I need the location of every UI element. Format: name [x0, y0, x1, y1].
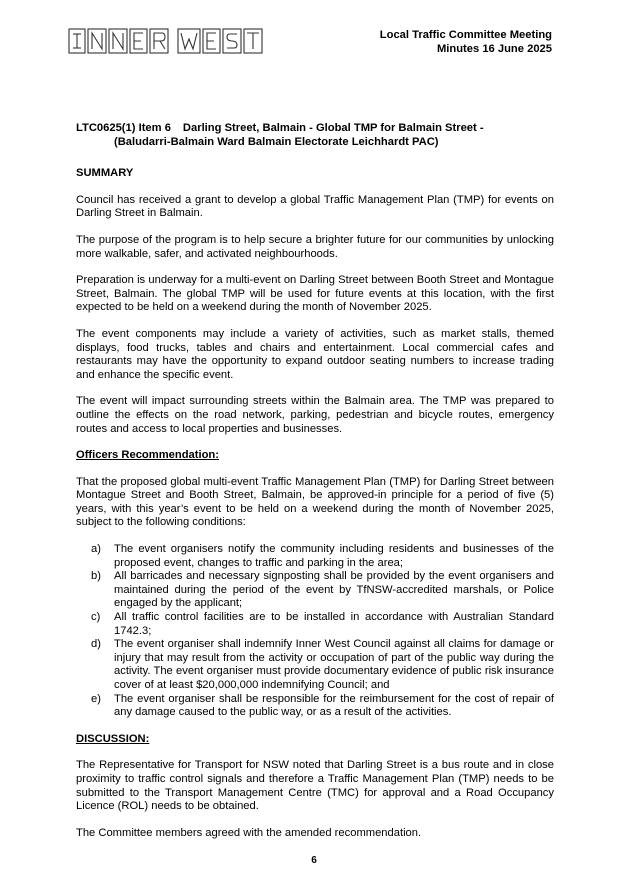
condition-text: The event organiser shall indemnify Inner West Council against all claims for damage or injury that may result from the activity or occupation of part of the public way during the activity. The event organiser must provide documentary evidence of public risk insurance cover of at least $20,000,000 indemnifying Council; and	[114, 638, 554, 691]
condition-text: The event organiser shall be responsible for the reimbursement for the cost of repair of any damage caused to the public way, or as a result of the activities.	[114, 692, 554, 719]
summary-heading: SUMMARY	[76, 167, 134, 180]
summary-paragraph: Council has received a grant to develop a global Traffic Management Plan (TMP) for events on Darling Street in Balmain.	[76, 193, 554, 220]
condition-item	[76, 638, 554, 692]
discussion-paragraph: The Representative for Transport for NSW noted that Darling Street is a bus route and in close proximity to traffic control signals and therefore a Traffic Management Plan (TMP) needs to be submitted to the Transport Management Centre (TMC) for approval and a Road Occupancy Licence (ROL) needs to be obtained.	[76, 759, 554, 813]
summary-paragraph: The event components may include a variety of activities, such as market stalls, themed displays, food trucks, tables and chairs and entertainment. Local commercial cafes and restaurants may have the opportunity to expand outdoor seating numbers to increase trading and enhance the specific event.	[76, 327, 554, 381]
condition-marker: a)	[91, 543, 101, 556]
recommendation-intro: That the proposed global multi-event Traffic Management Plan (TMP) for Darling Street between Montague Street and Booth Street, Balmain, be approved-in principle for a period of five (5) years, with this year’s event to be held on a weekend during the month of November 2025, subject to the following conditions:	[76, 475, 554, 529]
condition-marker: c)	[91, 611, 101, 624]
condition-item	[76, 570, 554, 611]
page-number: 6	[311, 855, 317, 866]
condition-text: All barricades and necessary signposting shall be provided by the event organisers and maintained during the period of the event by TfNSW-accredited marshals, or Police engaged by the applicant;	[114, 570, 554, 610]
summary-paragraph: The purpose of the program is to help secure a brighter future for our communities by unlocking more walkable, safer, and activated neighbourhoods.	[76, 233, 554, 260]
condition-item	[76, 611, 554, 638]
meeting-header	[380, 29, 552, 56]
condition-marker: b)	[91, 570, 101, 583]
summary-paragraph: Preparation is underway for a multi-event on Darling Street between Booth Street and Montague Street, Balmain. The global TMP will be used for future events at this location, with the first expected to be held on a weekend during the month of November 2025.	[76, 274, 554, 314]
recommendation-heading: Officers Recommendation:	[76, 449, 219, 462]
minutes-date: Minutes 16 June 2025	[436, 42, 552, 55]
condition-item	[76, 693, 554, 720]
condition-marker: e)	[91, 692, 101, 705]
item-title	[183, 122, 484, 136]
summary-paragraph: The event will impact surrounding streets within the Balmain area. The TMP was prepared to outline the effects on the road network, parking, pedestrian and bicycle routes, emergency routes and access to local properties and businesses.	[76, 395, 554, 435]
condition-text: All traffic control facilities are to be installed in accordance with Australian Standard 1742.3;	[114, 611, 554, 637]
item-heading-line2	[76, 136, 554, 150]
inner-west-logo	[68, 27, 273, 55]
item-title-line1: Darling Street, Balmain - Global TMP for Balmain Street -	[182, 122, 484, 134]
document-body	[76, 122, 554, 840]
condition-item	[76, 543, 554, 570]
condition-marker: d)	[91, 638, 101, 651]
condition-text: The event organisers notify the community including residents and businesses of the proposed event, changes to traffic and parking in the area;	[114, 543, 554, 569]
item-title-line2: (Baludarri-Balmain Ward Balmain Electorate Leichhardt PAC)	[114, 135, 439, 148]
item-heading	[76, 122, 554, 136]
conditions-list	[76, 543, 554, 720]
discussion-paragraph: The Committee members agreed with the amended recommendation.	[76, 826, 422, 839]
meeting-title: Local Traffic Committee Meeting	[379, 29, 552, 41]
discussion-heading: DISCUSSION:	[76, 732, 150, 745]
item-reference: LTC0625(1) Item 6	[76, 122, 171, 134]
